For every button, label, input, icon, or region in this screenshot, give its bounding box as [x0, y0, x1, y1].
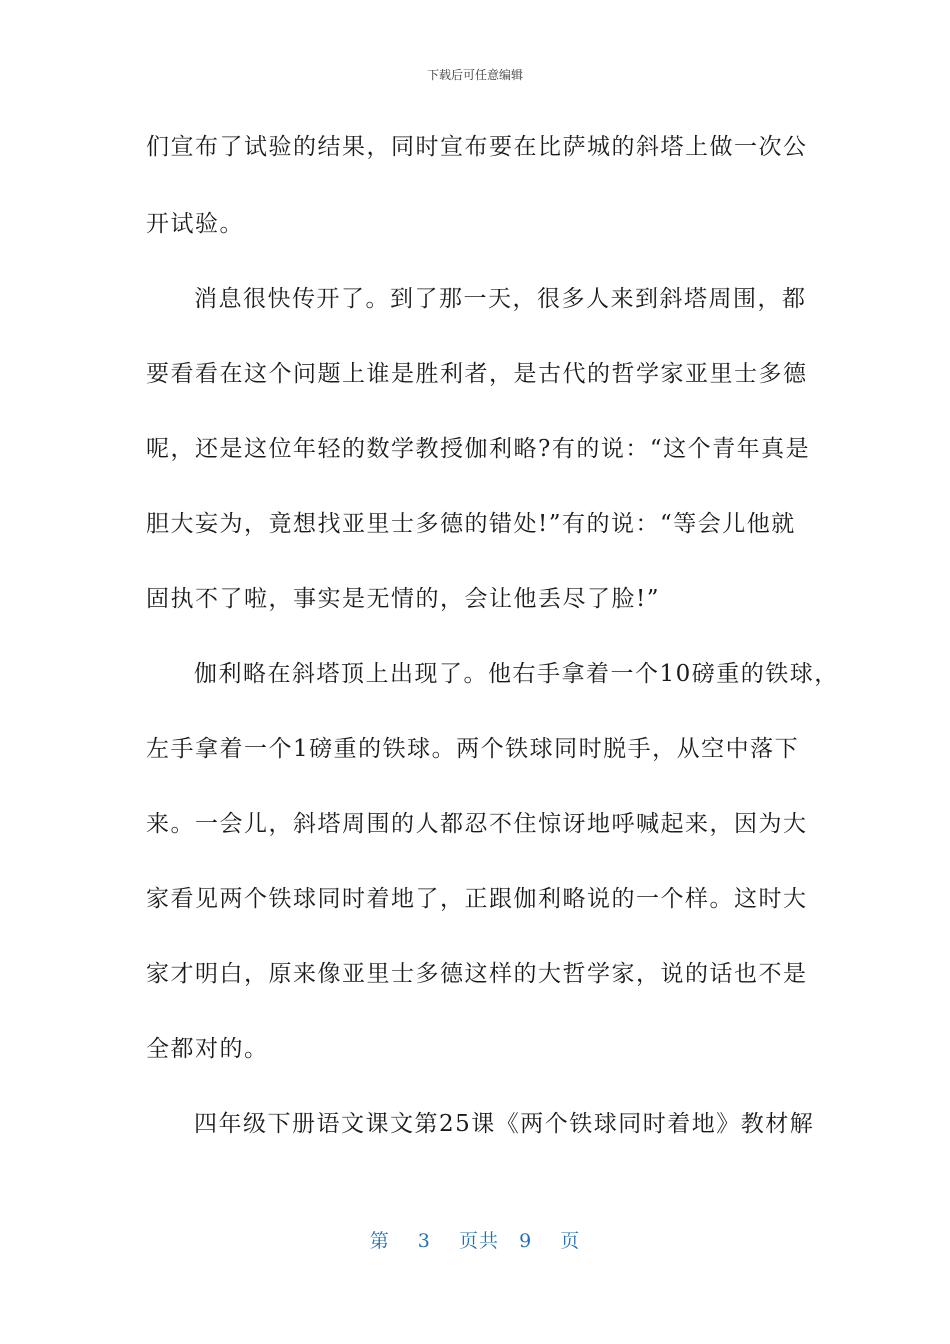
text-line: 家才明白，原来像亚里士多德这样的大哲学家，说的话也不是: [146, 961, 808, 987]
text-line: 开试验。: [146, 211, 244, 237]
page-header: 下载后可任意编辑: [426, 68, 523, 82]
text-line: 们宣布了试验的结果，同时宣布要在比萨城的斜塔上做一次公: [146, 134, 808, 160]
page-footer: [0, 1226, 950, 1253]
footer-total-pages: 9: [519, 1230, 533, 1252]
footer-middle: 页共: [458, 1230, 499, 1252]
text-line: 呢，还是这位年轻的数学教授伽利略?有的说：“这个青年真是: [146, 436, 811, 462]
text-line: 要看看在这个问题上谁是胜利者，是古代的哲学家亚里士多德: [146, 361, 808, 387]
text-line: 来。一会儿，斜塔周围的人都忍不住惊讶地呼喊起来，因为大: [146, 811, 808, 837]
footer-suffix: 页: [560, 1230, 581, 1252]
text-line: 全都对的。: [146, 1036, 269, 1062]
text-line: 胆大妄为，竟想找亚里士多德的错处!”有的说：“等会儿他就: [146, 511, 796, 537]
text-line: 伽利略在斜塔顶上出现了。他右手拿着一个10磅重的铁球，: [194, 661, 839, 687]
text-line: 消息很快传开了。到了那一天，很多人来到斜塔周围，都: [194, 286, 807, 312]
text-line: 左手拿着一个1磅重的铁球。两个铁球同时脱手，从空中落下: [146, 736, 800, 762]
footer-page-number: 3: [417, 1230, 431, 1252]
text-line: 固执不了啦，事实是无情的，会让他丢尽了脸!”: [146, 586, 661, 612]
text-line: 家看见两个铁球同时着地了，正跟伽利略说的一个样。这时大: [146, 886, 808, 912]
text-line: 四年级下册语文课文第25课《两个铁球同时着地》教材解: [194, 1111, 815, 1137]
footer-prefix: 第: [369, 1230, 390, 1252]
